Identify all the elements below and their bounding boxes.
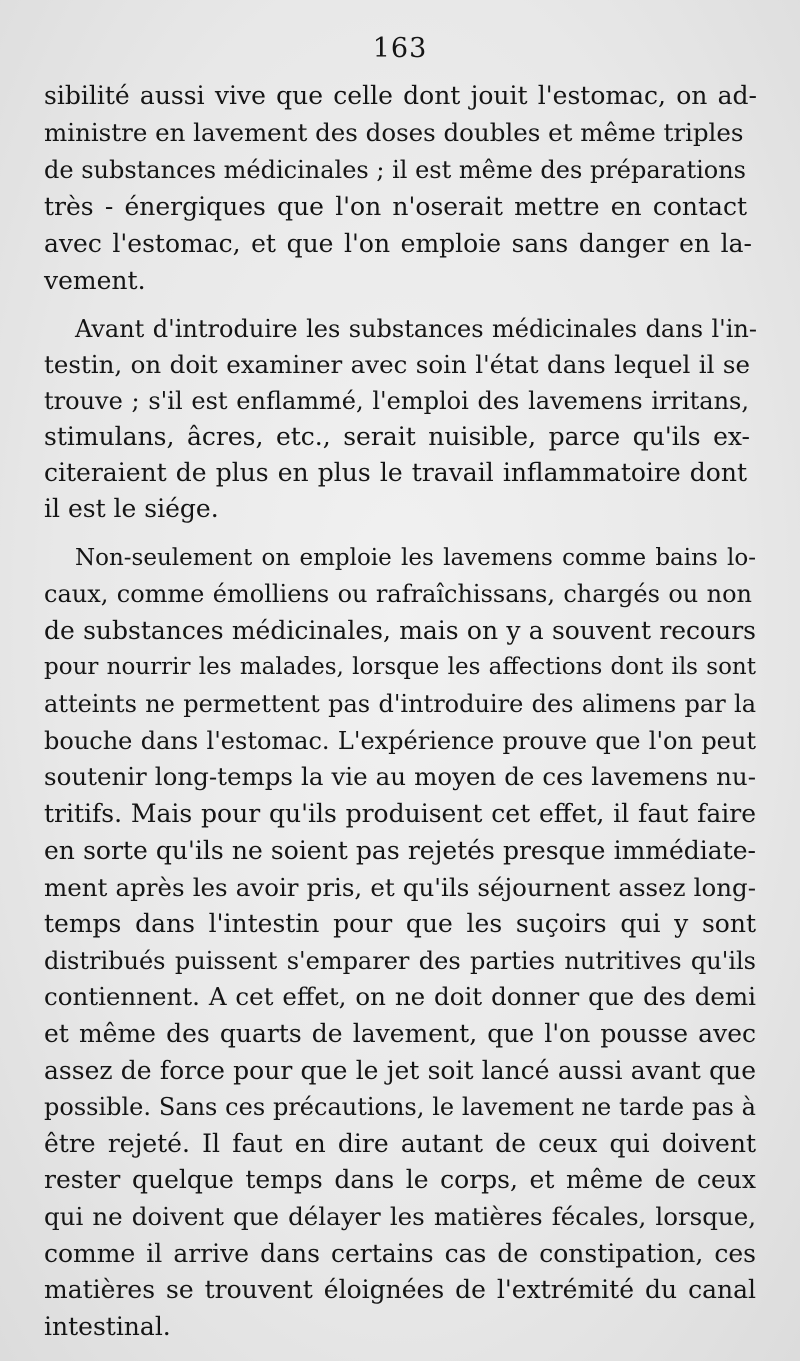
text-line: de substances médicinales ; il est même des préparations [44,156,746,184]
text-line: ment après les avoir pris, et qu'ils séjournent assez long- [44,873,756,902]
text-line: il est le siége. [44,494,219,523]
text-line: assez de force pour que le jet soit lancé aussi avant que [44,1056,756,1085]
page-number: 163 [372,33,428,64]
text-line: atteints ne permettent pas d'introduire des alimens par la [44,690,756,718]
text-line: ministre en lavement des doses doubles et même triples [44,118,744,147]
text-line: qui ne doivent que délayer les matières fécales, lorsque, [44,1202,756,1231]
text-line: distribués puissent s'emparer des parties nutritives qu'ils [44,947,756,975]
text-line: temps dans l'intestin pour que les suçoirs qui y sont [44,909,756,938]
text-line: sibilité aussi vive que celle dont jouit l'estomac, on ad- [44,81,757,110]
text-line: stimulans, âcres, etc., serait nuisible, parce qu'ils ex- [44,422,750,451]
text-line: tritifs. Mais pour qu'ils produisent cet effet, il faut faire [44,799,756,828]
text-line: en sorte qu'ils ne soient pas rejetés presque immédiate- [44,836,756,865]
text-line: Avant d'introduire les substances médicinales dans l'in- [75,315,757,343]
text-line: rester quelque temps dans le corps, et même de ceux [44,1165,756,1194]
text-line: caux, comme émolliens ou rafraîchissans, chargés ou non [44,580,752,608]
text-line: Non-seulement on emploie les lavemens comme bains lo- [75,545,756,571]
text-line: soutenir long-temps la vie au moyen de ces lavemens nu- [44,762,756,791]
text-line: et même des quarts de lavement, que l'on pousse avec [44,1019,756,1048]
text-line: possible. Sans ces précautions, le lavement ne tarde pas à [44,1093,756,1121]
text-line: bouche dans l'estomac. L'expérience prouve que l'on peut [44,727,756,755]
text-line: citeraient de plus en plus le travail inflammatoire dont [44,458,747,487]
text-line: matières se trouvent éloignées de l'extrémité du canal [44,1275,756,1304]
text-line: de substances médicinales, mais on y a souvent recours [44,616,756,645]
text-line: contiennent. A cet effet, on ne doit donner que des demi [44,982,756,1011]
text-line: intestinal. [44,1312,171,1341]
text-line: très - énergiques que l'on n'oserait mettre en contact [44,192,747,221]
text-line: vement. [44,266,146,295]
text-line: pour nourrir les malades, lorsque les affections dont ils sont [44,654,756,680]
text-line: comme il arrive dans certains cas de constipation, ces [44,1239,756,1268]
text-line: testin, on doit examiner avec soin l'état dans lequel il se [44,350,750,379]
text-line: avec l'estomac, et que l'on emploie sans danger en la- [44,229,752,258]
text-line: trouve ; s'il est enflammé, l'emploi des lavemens irritans, [44,387,749,415]
text-line: être rejeté. Il faut en dire autant de ceux qui doivent [44,1129,756,1158]
